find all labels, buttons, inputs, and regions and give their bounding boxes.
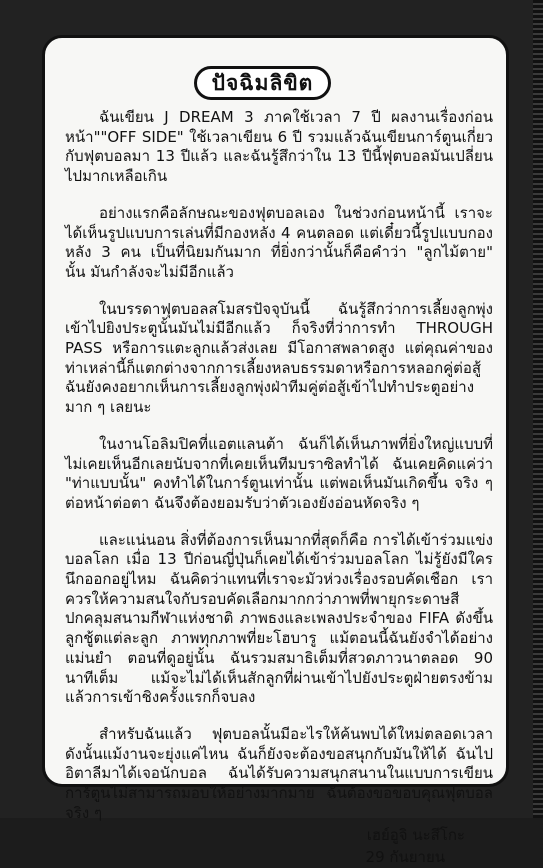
afterword-body bbox=[65, 108, 493, 868]
afterword-panel bbox=[42, 35, 509, 866]
paragraph-6: สำหรับฉันแล้ว ฟุตบอลนั้นมีอะไรให้ค้นพบได้ใหม่ตลอดเวลา ดังนั้นแม้งานจะยุ่งแค่ไหน ฉันก็ยังจะต้องขอสนุกกับมันให้ได้ ฉันไปอิตาลีมาได้เจอนักบอล ฉันได้รับความสนุกสนานในแบบการเขียนการ์ตูนไม่สามารถมอบให้อย่างมากมาย ฉันต้องขอขอบคุณฟุตบอลจริง ๆ bbox=[65, 724, 493, 822]
page-title: ปัจฉิมลิขิต bbox=[211, 70, 314, 95]
paragraph-1: ฉันเขียน J DREAM 3 ภาคใช้เวลา 7 ปี ผลงานเรื่องก่อนหน้า""OFF SIDE" ใช้เวลาเขียน 6 ปี รวมแล้วฉันเขียนการ์ตูนเกี่ยวกับฟุตบอลมา 13 ปีแล้ว และฉันรู้สึกว่าใน 13 ปีนี้ฟุตบอลมันเปลี่ยนไปมากเหลือเกิน bbox=[65, 108, 493, 186]
author-signature: เฮย์อูจิ นะสึโกะ bbox=[366, 825, 465, 844]
page-edge-texture bbox=[533, 0, 543, 818]
signature-date: 29 กันยายน bbox=[365, 847, 445, 866]
title-badge bbox=[194, 66, 331, 100]
paragraph-5: และแน่นอน สิ่งที่ต้องการเห็นมากที่สุดก็คือ การได้เข้าร่วมแข่งบอลโลก เมื่อ 13 ปีก่อนญี่ปุ่นก็เคยได้เข้าร่วมบอลโลก ไม่รู้ยังมีใครนึกออกอยู่ไหม ฉันคิดว่าแทนที่เราจะมัวห่วงเรื่องรอบคัดเชือก เราควรให้ความสนใจกับรอบคัดเลือกมากกว่าภาพที่พายุกระดาษสีปกคลุมสนามกีฬาแห่งชาติ ภาพธงและเพลงประจำของ FIFA ดังขึ้น ลูกชู้ตแต่ละลูก ภาพทุกภาพที่ยะโฮบารู แม้ตอนนี้ฉันยังจำได้อย่างแม่นยำ ตอนที่ดูอยู่นั้น ฉันรวมสมาธิเต็มที่สวดภาวนาตลอด 90 นาทีเต็ม แม้จะไม่ได้เห็นสักลูกที่ผ่านเข้าไปยังประตูฝ่ายตรงข้าม แล้วการเข้าชิงครั้งแรกก็จบลง bbox=[65, 530, 493, 707]
paragraph-3: ในบรรดาฟุตบอลสโมสรปัจจุบันนี้ ฉันรู้สึกว่าการเลี้ยงลูกพุ่งเข้าไปยิงประตูนั้นมันไม่มีอีกแล้ว ก็จริงที่ว่าการทำ THROUGH PASS หรือการแตะลูกแล้วส่งเลย มีโอกาสพลาดสูง แต่คุณค่าของท่าเหล่านี้ก็แตกต่างจากการเลี้ยงหลบธรรมดาหรือการหลอกคู่ต่อสู้ ฉันยังคงอยากเห็นการเลี้ยงลูกพุ่งฝ่าทีมคู่ต่อสู้เข้าไปทำประตูอย่างมาก ๆ เลยนะ bbox=[65, 299, 493, 417]
paragraph-2: อย่างแรกคือลักษณะของฟุตบอลเอง ในช่วงก่อนหน้านี้ เราจะได้เห็นรูปแบบการเล่นที่มีกองหลัง 4 คนตลอด แต่เดี๋ยวนี้รูปแบบกองหลัง 3 คน เป็นที่นิยมกันมาก ที่ยิ่งกว่านั้นก็คือคำว่า "ลูกไม้ตาย" นั้น มันกำลังจะไม่มีอีกแล้ว bbox=[65, 203, 493, 281]
paragraph-4: ในงานโอลิมปิคที่แอตแลนต้า ฉันก็ได้เห็นภาพที่ยิ่งใหญ่แบบที่ไม่เคยเห็นอีกเลยนับจากที่เคยเห็นทีมบราซิลทำได้ ฉันเคยคิดแค่ว่า "ท่าแบบนั้น" คงทำได้ในการ์ตูนเท่านั้น แต่พอเห็นมันเกิดขึ้น จริง ๆ ต่อหน้าต่อตา ฉันจึงต้องยอมรับว่าตัวเองยังอ่อนหัดจริง ๆ bbox=[65, 434, 493, 512]
